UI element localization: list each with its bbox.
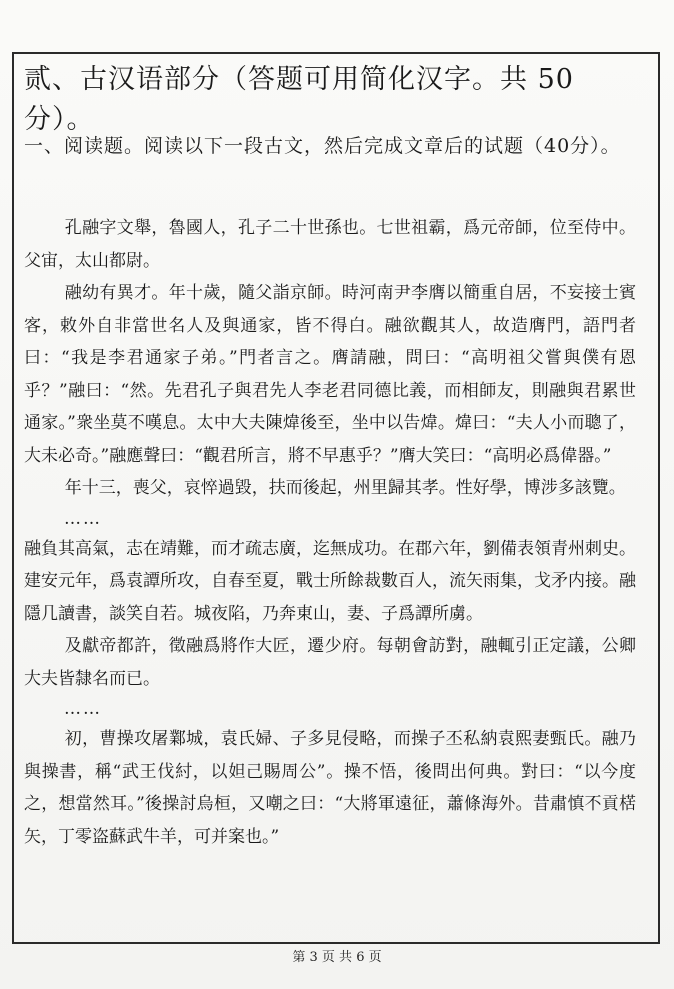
ellipsis-2: ……	[64, 699, 102, 719]
passage	[24, 212, 636, 853]
passage-paragraph-4: 融負其高氣，志在靖難，而才疏志廣，迄無成功。在郡六年，劉備表領青州刺史。建安元年，爲袁譚所攻，自春至夏，戰士所餘裁數百人，流矢雨集，戈矛内接。融隱几讀書，談笑自若。城夜陷，乃奔東山，妻、子爲譚所虜。	[24, 538, 636, 624]
question-heading: 一、阅读题。阅读以下一段古文，然后完成文章后的试题（40分）。	[24, 135, 621, 157]
passage-paragraph-6: 初，曹操攻屠鄴城，袁氏婦、子多見侵略，而操子丕私納袁熙妻甄氏。融乃與操書，稱“武王伐紂，以妲己賜周公”。操不悟，後問出何典。對曰：“以今度之，想當然耳。”後操討烏桓，又嘲之曰：“大將軍遠征，蕭條海外。昔肅慎不貢楛矢，丁零盗蘇武牛羊，可并案也。”	[24, 729, 636, 847]
page-number: 第 3 页 共 6 页	[292, 950, 382, 965]
passage-paragraph-1: 孔融字文舉，魯國人，孔子二十世孫也。七世祖霸，爲元帝師，位至侍中。父宙，太山都尉。	[24, 218, 636, 271]
passage-paragraph-3: 年十三，喪父，哀悴過毀，扶而後起，州里歸其孝。性好學，博涉多該覽。	[64, 478, 626, 498]
passage-paragraph-5: 及獻帝都許，徵融爲將作大匠，遷少府。每朝會訪對，融輒引正定議，公卿大夫皆隸名而已。	[24, 636, 636, 689]
ellipsis-1: ……	[64, 508, 102, 529]
passage-paragraph-2: 融幼有異才。年十歲，隨父詣京師。時河南尹李膺以簡重自居，不妄接士賓客，敕外自非當世名人及與通家，皆不得白。融欲觀其人，故造膺門，語門者曰：“我是李君通家子弟。”門者言之。膺請融，問曰：“高明祖父嘗與僕有恩乎？”融曰：“然。先君孔子與君先人李老君同德比義，而相師友，則融與君累世通家。”衆坐莫不嘆息。太中大夫陳煒後至，坐中以告煒。煒曰：“夫人小而聰了，大未必奇。”融應聲曰：“觀君所言，將不早惠乎？”膺大笑曰：“高明必爲偉器。”	[24, 283, 636, 466]
section-heading: 贰、古汉语部分（答题可用简化汉字。共 50 分）。	[24, 64, 574, 135]
